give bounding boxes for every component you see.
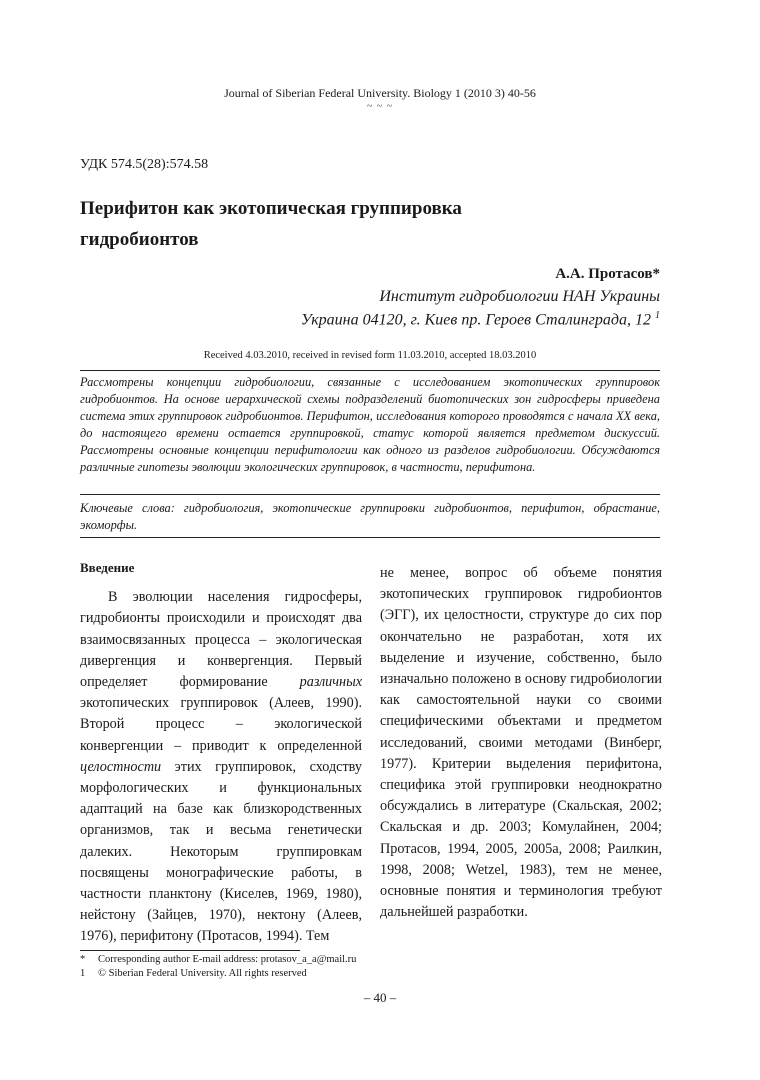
author-address-text: Украина 04120, г. Киев пр. Героев Сталинграда, 12 xyxy=(300,311,651,329)
page-number: – 40 – xyxy=(363,990,397,1005)
footnote-mark: * xyxy=(80,954,86,965)
body-right-column xyxy=(380,563,662,923)
received-dates: Received 4.03.2010, received in revised form 11.03.2010, accepted 18.03.2010 xyxy=(203,350,537,361)
body-paragraph xyxy=(80,587,362,947)
body-emphasis: различных xyxy=(299,674,362,691)
udk-code: УДК 574.5(28):574.58 xyxy=(80,157,209,172)
footnote-text: Corresponding author E-mail address: protasov_a_a@mail.ru xyxy=(98,954,357,965)
author-address-mark: 1 xyxy=(655,310,660,321)
abstract: Рассмотрены концепции гидробиологии, связанные с исследованием экотопических группировок гидробионтов. На основе иерархической схемы подразделений биотопических зон гидросферы приведена система этих группировок гидробионтов. Перифитон, исследования которого проводятся с начала XX века, до настоящего времени остается группировкой, статус которой является предметом дискуссий. Рассмотрены основные концепции перифитологии как одного из разделов гидробиологии. Обсуждаются различные гипотезы эволюции экологических группировок, в частности, перифитона. xyxy=(80,375,660,474)
footnotes xyxy=(80,953,660,980)
keywords-bottom-rule xyxy=(80,537,660,538)
author-name: А.А. Протасов* xyxy=(555,266,660,282)
abstract-top-rule xyxy=(80,370,660,371)
abstract-bottom-rule xyxy=(80,494,660,495)
article-title xyxy=(80,193,640,255)
body-left-column xyxy=(80,557,362,948)
article-title-line-2: гидробионтов xyxy=(80,229,199,250)
keywords: Ключевые слова: гидробиология, экотопические группировки гидробионтов, перифитон, обрастание, экоморфы. xyxy=(80,501,660,532)
footnote xyxy=(80,967,660,981)
footnote-rule xyxy=(80,950,300,951)
body-text-segment: этих группировок, сходству морфологических и функциональных адаптаций на базе как близкородственных организмов, так и весьма генетически далеких. Некоторым группировкам посвящены монографические работы, в частности планктону (Киселев, 1969, 1980), нейстону (Зайцев, 1970), нектону (Алеев, 1976), перифитону (Протасов, 1994). Тем xyxy=(80,758,362,945)
header-ornament: ~ ~ ~ xyxy=(366,101,394,112)
body-paragraph: не менее, вопрос об объеме понятия экотопических группировок гидробионтов (ЭГГ), их целостности, структуре до сих пор окончательно не разработан, хотя их выделение и изучение, собственно, было изначально положено в основу гидробиологии как самостоятельной науки со своими специфическими объектами и предметом исследований, своими методами (Винберг, 1977). Критерии выделения перифитона, специфика этой группировки неоднократно обсуждались в литературе (Скальская, 2002; Скальская и др. 2003; Комулайнен, 2004; Протасов, 1994, 2005, 2005а, 2008; Раилкин, 1998, 2008; Wetzel, 1983), тем не менее, основные понятия и терминология требуют дальнейшей разработки. xyxy=(380,565,662,921)
section-heading: Введение xyxy=(80,560,135,575)
author-address xyxy=(301,310,660,329)
article-title-line-1: Перифитон как экотопическая группировка xyxy=(80,198,462,219)
footnote-mark: 1 xyxy=(80,967,86,979)
body-emphasis: целостности xyxy=(80,758,162,775)
footnote-text: © Siberian Federal University. All rights reserved xyxy=(98,967,307,979)
body-text-segment: В эволюции населения гидросферы, гидробионты происходили и происходят два взаимосвязанных процесса – экологическая дивергенция и конвергенция. Первый определяет формирование xyxy=(80,589,362,691)
journal-header: Journal of Siberian Federal University. Biology 1 (2010 3) 40-56 xyxy=(224,86,536,100)
body-text-segment: экотопических группировок (Алеев, 1990). Второй процесс – экологической конвергенции – приводит к определенной xyxy=(80,695,362,754)
footnote xyxy=(80,953,660,967)
author-institution: Институт гидробиологии НАН Украины xyxy=(379,288,660,305)
